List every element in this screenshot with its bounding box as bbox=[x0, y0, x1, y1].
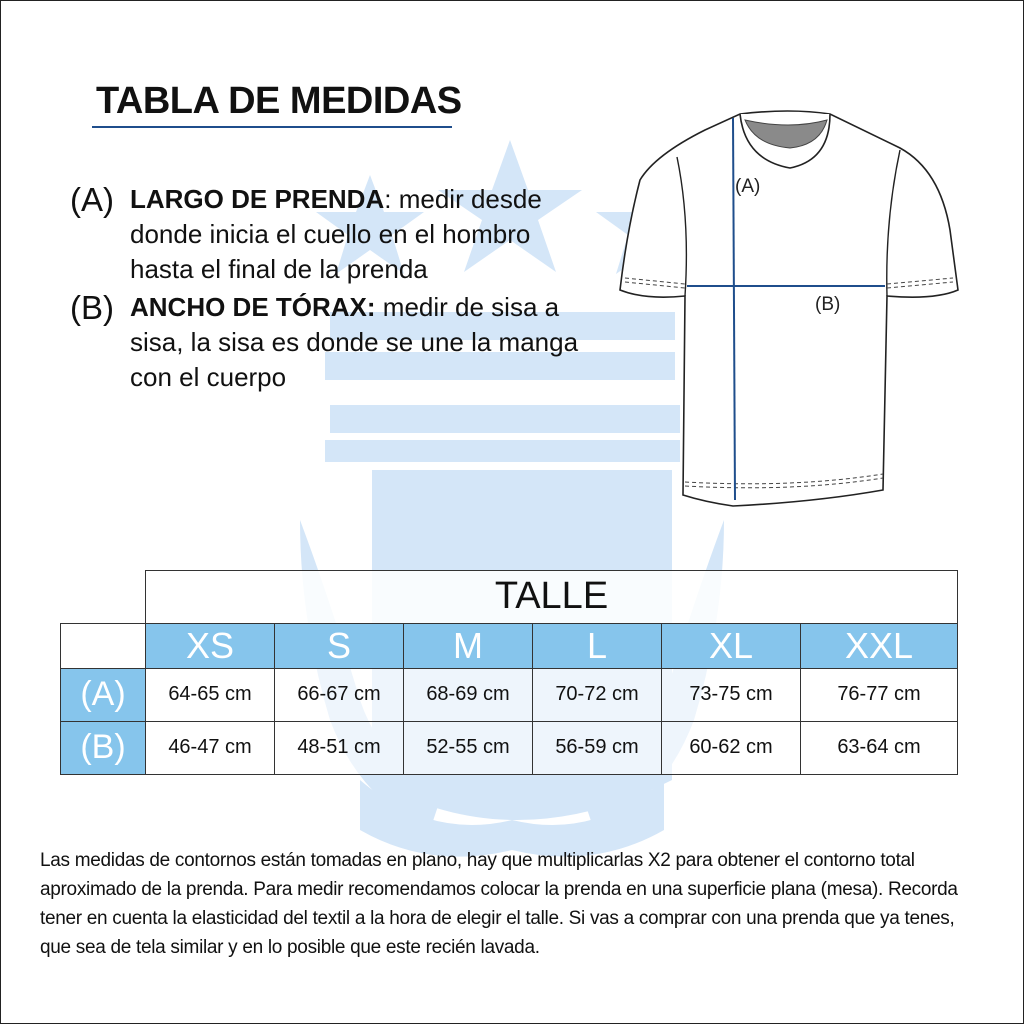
table-cell: 70-72 cm bbox=[533, 668, 662, 721]
definition-term: ANCHO DE TÓRAX: bbox=[130, 292, 376, 322]
talle-header: TALLE bbox=[146, 571, 958, 624]
table-cell: 73-75 cm bbox=[662, 668, 801, 721]
table-cell: 46-47 cm bbox=[146, 721, 275, 774]
table-cell: 66-67 cm bbox=[275, 668, 404, 721]
table-cell: 68-69 cm bbox=[404, 668, 533, 721]
definition-term: LARGO DE PRENDA bbox=[130, 184, 385, 214]
size-header-xs: XS bbox=[146, 623, 275, 668]
definition-body: medir de sisa a sisa, la sisa es donde se une la manga con el cuerpo bbox=[130, 292, 579, 392]
size-header-s: S bbox=[275, 623, 404, 668]
definition-label: (B) bbox=[70, 289, 114, 326]
table-cell: 64-65 cm bbox=[146, 668, 275, 721]
size-header-m: M bbox=[404, 623, 533, 668]
row-label-b: (B) bbox=[61, 721, 146, 774]
table-cell: 52-55 cm bbox=[404, 721, 533, 774]
size-header-xl: XL bbox=[662, 623, 801, 668]
measurement-note: Las medidas de contornos están tomadas en plano, hay que multiplicarlas X2 para obtener el contorno total aproximado de la prenda. Para medir recomendamos colocar la prenda en una superficie plana (mesa). Recorda tener en cuenta la elasticidad del textil a la hora de elegir el talle. Si vas a comprar con una prenda que ya tenes, que sea de tela similar y en lo posible que este recién lavada. bbox=[40, 850, 958, 958]
title-underline bbox=[92, 126, 452, 128]
size-table bbox=[60, 570, 958, 775]
definition-body: medir desde donde inicia el cuello en el hombro hasta el final de la prenda bbox=[130, 184, 542, 284]
diagram-label-b: (B) bbox=[815, 294, 841, 315]
table-cell: 63-64 cm bbox=[801, 721, 958, 774]
size-header-xxl: XXL bbox=[801, 623, 958, 668]
table-row bbox=[61, 721, 958, 774]
row-label-a: (A) bbox=[61, 668, 146, 721]
empty-corner bbox=[61, 623, 146, 668]
table-cell: 76-77 cm bbox=[801, 668, 958, 721]
page-title: TABLA DE MEDIDAS bbox=[96, 80, 462, 122]
size-header-l: L bbox=[533, 623, 662, 668]
table-cell: 60-62 cm bbox=[662, 721, 801, 774]
diagram-label-a: (A) bbox=[735, 176, 761, 197]
table-cell: 48-51 cm bbox=[275, 721, 404, 774]
table-row bbox=[61, 668, 958, 721]
definition-label: (A) bbox=[70, 181, 114, 218]
tshirt-diagram bbox=[615, 110, 965, 515]
table-cell: 56-59 cm bbox=[533, 721, 662, 774]
definition-text bbox=[130, 290, 600, 395]
definition-text: LARGO DE PRENDA: medir desde donde inicia el cuello en el hombro hasta el final de la prenda bbox=[130, 184, 542, 284]
empty-corner bbox=[61, 571, 146, 624]
